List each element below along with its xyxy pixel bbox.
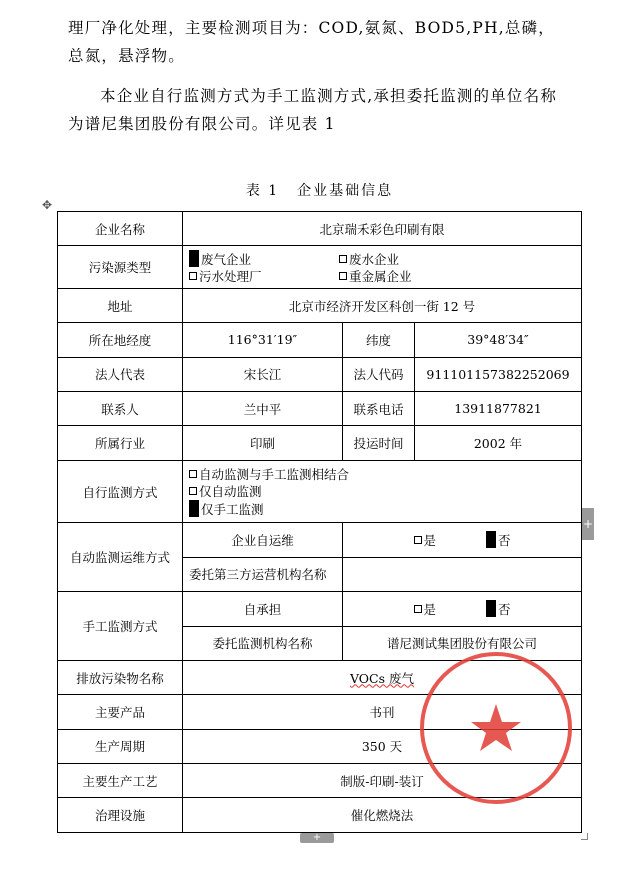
manual-no-option[interactable]: 否 xyxy=(486,602,511,617)
checkbox-icon[interactable] xyxy=(414,536,422,544)
product-value: 书刊 xyxy=(183,695,582,729)
option-auto-only[interactable]: 仅自动监测 xyxy=(189,483,577,500)
auto-no-option[interactable]: 否 xyxy=(486,533,511,548)
pollutant-label: 排放污染物名称 xyxy=(58,660,183,694)
checkbox-icon[interactable] xyxy=(339,255,347,263)
manual-yes-option[interactable]: 是 xyxy=(414,602,437,617)
expand-side-icon[interactable]: + xyxy=(582,508,594,540)
contact-value: 兰中平 xyxy=(183,391,343,425)
move-handle-icon[interactable]: ✥ xyxy=(42,198,53,212)
process-label: 主要生产工艺 xyxy=(58,764,183,798)
table-row xyxy=(58,592,582,626)
longitude-value: 116°31′19″ xyxy=(183,323,343,357)
process-value: 制版-印刷-装订 xyxy=(183,764,582,798)
checkbox-icon[interactable] xyxy=(189,470,197,478)
auto-self-label: 企业自运维 xyxy=(183,523,343,557)
manual-label: 手工监测方式 xyxy=(58,592,183,661)
option-heavy-metal[interactable]: 重金属企业 xyxy=(339,268,489,285)
checkbox-icon[interactable] xyxy=(414,605,422,613)
table-row xyxy=(58,695,582,729)
auto-self-choice xyxy=(343,523,582,557)
latitude-value: 39°48′34″ xyxy=(415,323,582,357)
table-resize-handle[interactable] xyxy=(581,833,588,840)
legal-code-label: 法人代码 xyxy=(343,357,415,391)
table-caption xyxy=(0,180,639,200)
checkbox-icon[interactable] xyxy=(189,487,197,495)
option-waste-water[interactable]: 废水企业 xyxy=(339,251,489,268)
pollutant-value: VOCs 废气 xyxy=(183,660,582,694)
legal-rep-value: 宋长江 xyxy=(183,357,343,391)
phone-label: 联系电话 xyxy=(343,391,415,425)
auto-third-value xyxy=(343,557,582,591)
cycle-value: 350 天 xyxy=(183,729,582,763)
option-sewage-plant[interactable]: 污水处理厂 xyxy=(189,268,339,285)
table-row xyxy=(58,288,582,322)
self-monitor-label: 自行监测方式 xyxy=(58,460,183,523)
latitude-label: 纬度 xyxy=(343,323,415,357)
facility-label: 治理设施 xyxy=(58,798,183,833)
add-row-button[interactable]: + xyxy=(300,833,334,843)
company-name-label: 企业名称 xyxy=(58,212,183,246)
caption-label: 表 1 xyxy=(245,183,280,199)
manual-org-value: 谱尼测试集团股份有限公司 xyxy=(343,626,582,660)
industry-label: 所属行业 xyxy=(58,426,183,460)
manual-self-choice xyxy=(343,592,582,626)
caption-title: 企业基础信息 xyxy=(297,183,394,199)
table-row xyxy=(58,798,582,833)
option-manual-only[interactable]: 仅手工监测 xyxy=(189,500,577,518)
product-label: 主要产品 xyxy=(58,695,183,729)
address-value: 北京市经济开发区科创一街 12 号 xyxy=(183,288,582,322)
pollution-type-label: 污染源类型 xyxy=(58,246,183,288)
operation-time-label: 投运时间 xyxy=(343,426,415,460)
company-name-value: 北京瑞禾彩色印刷有限 xyxy=(183,212,582,246)
table-row xyxy=(58,426,582,460)
option-waste-gas[interactable]: 废气企业 xyxy=(189,250,339,268)
legal-code-value: 911101157382252069 xyxy=(415,357,582,391)
table-row xyxy=(58,764,582,798)
cycle-label: 生产周期 xyxy=(58,729,183,763)
checkbox-checked-icon[interactable] xyxy=(486,531,496,548)
auto-third-label: 委托第三方运营机构名称 xyxy=(183,557,343,591)
table-row xyxy=(58,246,582,288)
enterprise-info-table xyxy=(57,211,582,833)
manual-self-label: 自承担 xyxy=(183,592,343,626)
table-row xyxy=(58,212,582,246)
paragraph-2: 本企业自行监测方式为手工监测方式,承担委托监测的单位名称为谱尼集团股份有限公司。详见表 1 xyxy=(68,87,558,133)
checkbox-checked-icon[interactable] xyxy=(189,250,199,267)
pollution-type-options xyxy=(183,246,582,288)
operation-time-value: 2002 年 xyxy=(415,426,582,460)
table-row xyxy=(58,523,582,557)
table-row xyxy=(58,323,582,357)
longitude-label: 所在地经度 xyxy=(58,323,183,357)
table-row xyxy=(58,391,582,425)
table-row xyxy=(58,357,582,391)
checkbox-checked-icon[interactable] xyxy=(189,500,199,517)
address-label: 地址 xyxy=(58,288,183,322)
paragraph-1: 理厂净化处理，主要检测项目为：COD,氨氮、BOD5,PH,总磷，总氮，悬浮物。 xyxy=(68,19,555,65)
table-row xyxy=(58,460,582,523)
legal-rep-label: 法人代表 xyxy=(58,357,183,391)
table-row xyxy=(58,729,582,763)
phone-value: 13911877821 xyxy=(415,391,582,425)
auto-ops-label: 自动监测运维方式 xyxy=(58,523,183,592)
industry-value: 印刷 xyxy=(183,426,343,460)
contact-label: 联系人 xyxy=(58,391,183,425)
auto-yes-option[interactable]: 是 xyxy=(414,533,437,548)
checkbox-checked-icon[interactable] xyxy=(486,600,496,617)
checkbox-icon[interactable] xyxy=(339,272,347,280)
checkbox-icon[interactable] xyxy=(189,272,197,280)
facility-value: 催化燃烧法 xyxy=(183,798,582,833)
option-combined[interactable]: 自动监测与手工监测相结合 xyxy=(189,466,577,483)
self-monitor-options xyxy=(183,460,582,523)
manual-org-label: 委托监测机构名称 xyxy=(183,626,343,660)
table-row xyxy=(58,660,582,694)
